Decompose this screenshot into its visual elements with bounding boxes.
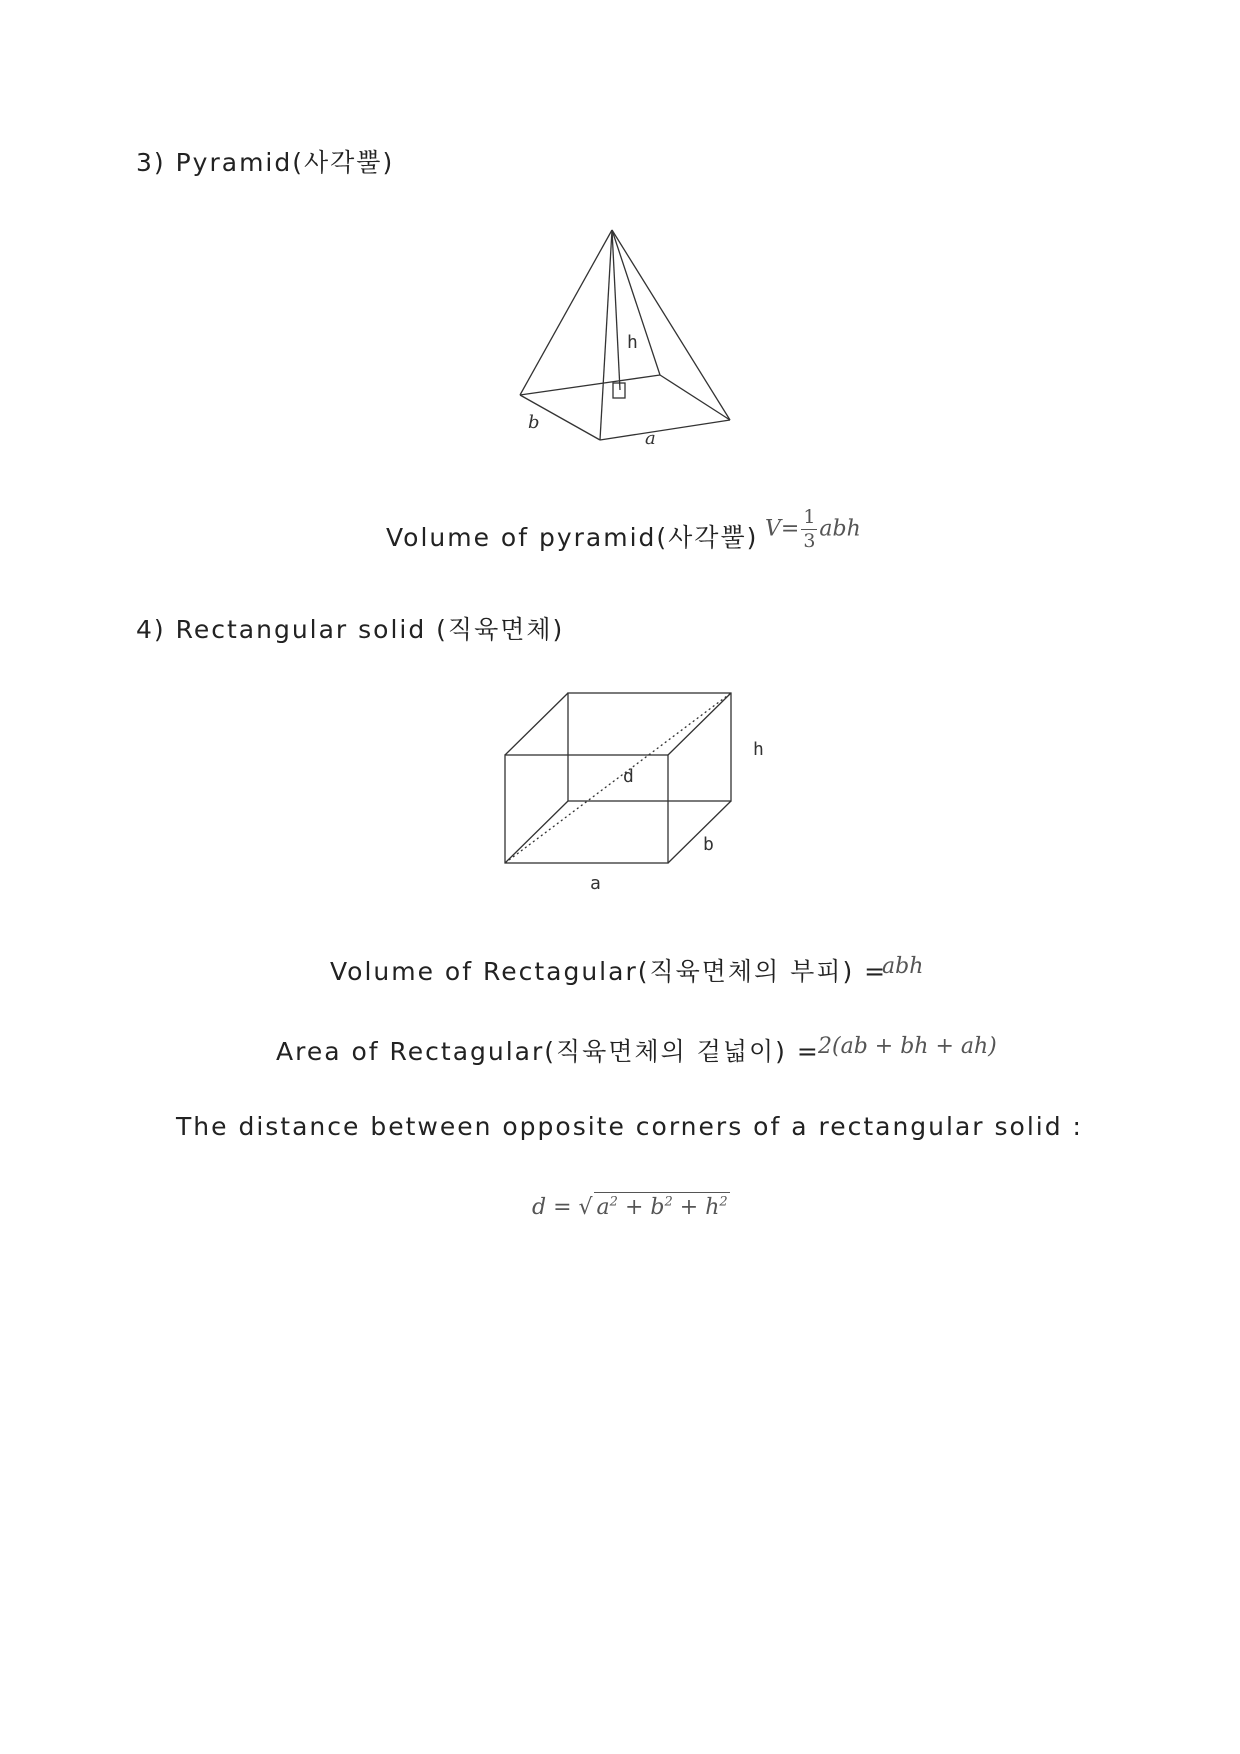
solid-d-label: d (623, 766, 634, 787)
rect-area-label: Area of Rectagular(직육면체의 겉넓이) = (276, 1037, 820, 1066)
square-root (579, 1192, 730, 1220)
distance-formula (532, 1192, 730, 1220)
term-b: b (650, 1195, 665, 1220)
radical-sign-icon: √ (578, 1195, 593, 1220)
exponent: 2 (719, 1194, 728, 1210)
term-h: h (705, 1195, 720, 1220)
pyramid-edges (520, 230, 730, 440)
formula-rhs: abh (819, 516, 861, 542)
fraction-one-third (801, 508, 817, 551)
solid-b-label: b (703, 834, 714, 855)
plus-sign: + (679, 1195, 699, 1220)
diagonal-d-line (505, 693, 731, 863)
pyramid-volume-formula (765, 508, 861, 551)
section-4-heading: 4) Rectangular solid (직육면체) (136, 615, 565, 644)
pyramid-height-label: h (627, 332, 638, 353)
fraction-denominator: 3 (803, 530, 816, 552)
rect-volume-formula: abh (882, 954, 924, 979)
radicand (594, 1192, 730, 1220)
fraction-numerator: 1 (803, 506, 816, 528)
solid-a-label: a (590, 873, 601, 894)
rect-area-formula: 2(ab + bh + ah) (818, 1034, 997, 1059)
exponent: 2 (609, 1194, 618, 1210)
distance-lhs: d = (532, 1195, 572, 1220)
exponent: 2 (664, 1194, 673, 1210)
solid-h-label: h (753, 739, 764, 760)
distance-label: The distance between opposite corners of a rectangular solid : (176, 1112, 1083, 1141)
pyramid-b-label: b (528, 412, 540, 433)
rect-volume-label: Volume of Rectagular(직육면체의 부피) = (330, 957, 888, 986)
rectangular-solid-diagram (495, 680, 795, 910)
formula-lhs: V= (765, 516, 800, 542)
term-a: a (596, 1195, 610, 1220)
pyramid-volume-label: Volume of pyramid(사각뿔) (386, 523, 759, 552)
section-3-heading: 3) Pyramid(사각뿔) (136, 148, 395, 177)
plus-sign: + (624, 1195, 644, 1220)
pyramid-diagram (500, 220, 750, 460)
pyramid-a-label: a (645, 428, 656, 449)
